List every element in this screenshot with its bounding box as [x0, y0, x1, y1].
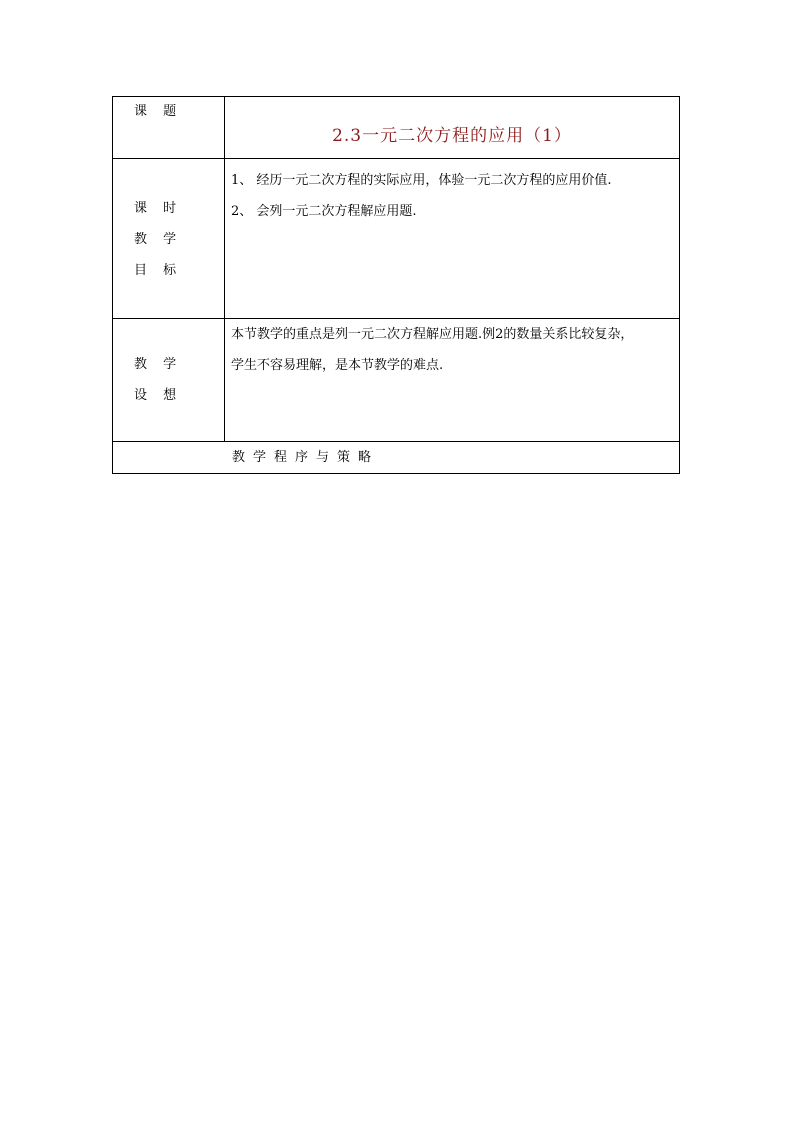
lesson-title: 2.3一元二次方程的应用（1）	[332, 126, 572, 146]
design-line-2: 学生不容易理解，是本节教学的难点.	[231, 358, 444, 373]
design-label-cell	[113, 319, 225, 442]
lesson-plan-table	[112, 96, 680, 474]
goals-row	[113, 159, 680, 319]
design-row	[113, 319, 680, 442]
title-label-cell	[113, 97, 225, 159]
goal-item-1: 1、 经历一元二次方程的实际应用，体验一元二次方程的应用价值.	[231, 173, 612, 188]
goals-label-line-1: 课 时	[134, 201, 183, 216]
design-content-cell	[225, 319, 680, 442]
design-label-line-1: 教 学	[134, 357, 183, 372]
title-cell	[225, 97, 680, 159]
title-label: 课 题	[134, 104, 183, 119]
design-label-line-2: 设 想	[134, 388, 183, 403]
goals-content-cell	[225, 159, 680, 319]
design-line-1: 本节教学的重点是列一元二次方程解应用题.例2的数量关系比较复杂，	[231, 327, 634, 342]
teaching-procedure-heading: 教学程序与策略	[113, 442, 680, 474]
goal-item-2: 2、 会列一元二次方程解应用题.	[231, 204, 417, 219]
goals-label-line-3: 目 标	[134, 263, 183, 278]
goals-label-cell	[113, 159, 225, 319]
title-row	[113, 97, 680, 159]
goals-label-line-2: 教 学	[134, 232, 183, 247]
footer-row	[113, 442, 680, 474]
